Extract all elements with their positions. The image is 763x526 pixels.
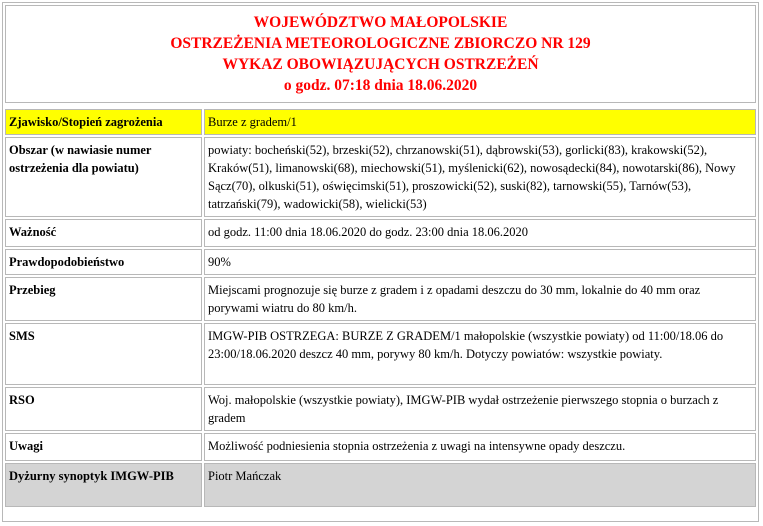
notes-value: Możliwość podniesienia stopnia ostrzeżenia z uwagi na intensywne opady deszczu. xyxy=(204,433,756,461)
document-header xyxy=(5,5,756,103)
warning-table xyxy=(5,107,756,509)
row-sms xyxy=(5,323,756,385)
rso-label: RSO xyxy=(5,387,202,431)
probability-label: Prawdopodobieństwo xyxy=(5,249,202,275)
row-validity xyxy=(5,219,756,247)
phenomenon-value: Burze z gradem/1 xyxy=(204,109,756,135)
row-course xyxy=(5,277,756,321)
validity-label: Ważność xyxy=(5,219,202,247)
row-area xyxy=(5,137,756,217)
row-probability xyxy=(5,249,756,275)
area-value: powiaty: bocheński(52), brzeski(52), chrzanowski(51), dąbrowski(53), gorlicki(83), krakowski(52), Kraków(51), limanowski(68), miechowski(51), myślenicki(62), nowosądecki(84), nowotarski(86), Nowy Sącz(70), olkuski(51), oświęcimski(51), proszowicki(52), suski(82), tarnowski(55), Tarnów(53), tatrzański(79), wadowicki(58), wielicki(53) xyxy=(204,137,756,217)
row-notes xyxy=(5,433,756,461)
header-bulletin-title: OSTRZEŻENIA METEOROLOGICZNE ZBIORCZO NR 129 xyxy=(170,35,591,52)
forecaster-label: Dyżurny synoptyk IMGW-PIB xyxy=(5,463,202,507)
course-label: Przebieg xyxy=(5,277,202,321)
warning-document xyxy=(2,2,759,522)
probability-value: 90% xyxy=(204,249,756,275)
rso-value: Woj. małopolskie (wszystkie powiaty), IMGW-PIB wydał ostrzeżenie pierwszego stopnia o burzach z gradem xyxy=(204,387,756,431)
sms-value: IMGW-PIB OSTRZEGA: BURZE Z GRADEM/1 małopolskie (wszystkie powiaty) od 11:00/18.06 do 23:00/18.06.2020 deszcz 40 mm, porywy 80 km/h. Dotyczy powiatów: wszystkie powiaty. xyxy=(204,323,756,385)
row-forecaster xyxy=(5,463,756,507)
row-rso xyxy=(5,387,756,431)
row-phenomenon xyxy=(5,109,756,135)
phenomenon-label: Zjawisko/Stopień zagrożenia xyxy=(5,109,202,135)
validity-value: od godz. 11:00 dnia 18.06.2020 do godz. 23:00 dnia 18.06.2020 xyxy=(204,219,756,247)
area-label: Obszar (w nawiasie numer ostrzeżenia dla powiatu) xyxy=(5,137,202,217)
sms-label: SMS xyxy=(5,323,202,385)
course-value: Miejscami prognozuje się burze z gradem i z opadami deszczu do 30 mm, lokalnie do 40 mm oraz porywami wiatru do 80 km/h. xyxy=(204,277,756,321)
notes-label: Uwagi xyxy=(5,433,202,461)
header-timestamp: o godz. 07:18 dnia 18.06.2020 xyxy=(283,77,478,94)
forecaster-value: Piotr Mańczak xyxy=(204,463,756,507)
header-list-title: WYKAZ OBOWIĄZUJĄCYCH OSTRZEŻEŃ xyxy=(222,56,539,73)
header-region: WOJEWÓDZTWO MAŁOPOLSKIE xyxy=(253,14,508,31)
